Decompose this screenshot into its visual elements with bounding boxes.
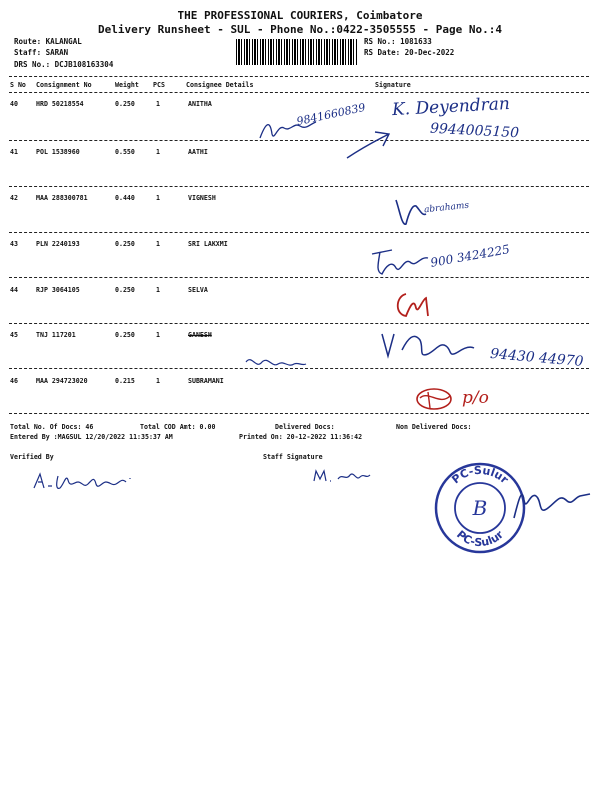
row-sno: 45 xyxy=(10,331,18,339)
runsheet-subtitle: Delivery Runsheet - SUL - Phone No.:0422-3505555 - Page No.:4 xyxy=(98,23,502,36)
row-sno: 41 xyxy=(10,148,18,156)
handwritten-note: abrahams xyxy=(423,200,470,216)
row-consignee: SRI LAKXMI xyxy=(188,240,228,248)
stamp-center: B xyxy=(472,496,488,520)
row-weight: 0.215 xyxy=(115,377,135,385)
signature-scribble-42 xyxy=(394,196,428,230)
row-consignee: SELVA xyxy=(188,286,208,294)
row-pcs: 1 xyxy=(156,148,160,156)
row-sno: 43 xyxy=(10,240,18,248)
row-weight: 0.250 xyxy=(115,240,135,248)
row-pcs: 1 xyxy=(156,331,160,339)
verifier-signature xyxy=(30,468,140,494)
route-label: Route: KALANGAL xyxy=(14,37,82,46)
printed-on: Printed On: 20-12-2022 11:36:42 xyxy=(239,433,363,441)
signature-scribble-45b xyxy=(244,352,308,376)
signature-scribble-44 xyxy=(392,290,432,320)
staff-signature-label: Staff Signature xyxy=(263,453,323,461)
svg-text:PC-Sulur xyxy=(454,528,506,549)
row-consignee: VIGNESH xyxy=(188,194,216,202)
col-sno: S No xyxy=(10,81,26,89)
signature-scribble-46 xyxy=(414,384,462,414)
row-pcs: 1 xyxy=(156,240,160,248)
row-sno: 46 xyxy=(10,377,18,385)
stamp-bottom-text: PC-Sulur xyxy=(453,527,507,550)
row-weight: 0.250 xyxy=(115,286,135,294)
row-sno: 40 xyxy=(10,100,18,108)
row-rule xyxy=(9,323,589,324)
stamp-top-text: PC-Sulur xyxy=(449,463,511,487)
drs-number: DRS No.: DCJB108163304 xyxy=(14,60,114,69)
row-consignment: PLN 2240193 xyxy=(36,240,80,248)
signature-scribble-45 xyxy=(380,328,476,366)
col-signature: Signature xyxy=(375,81,411,89)
row-pcs: 1 xyxy=(156,377,160,385)
arrow-stroke xyxy=(345,128,395,162)
row-rule xyxy=(9,277,589,278)
handwritten-phone: 900 3424225 xyxy=(429,242,511,270)
row-sno: 44 xyxy=(10,286,18,294)
row-consignee: AATHI xyxy=(188,148,208,156)
stamp-signature xyxy=(508,478,594,530)
row-pcs: 1 xyxy=(156,100,160,108)
row-consignment: POL 1538960 xyxy=(36,148,80,156)
handwritten-phone: 9841660839 xyxy=(295,100,367,129)
row-weight: 0.550 xyxy=(115,148,135,156)
signature-scribble-40 xyxy=(258,116,318,146)
row-pcs: 1 xyxy=(156,194,160,202)
row-rule xyxy=(9,232,589,233)
header-rule-bottom xyxy=(9,92,589,93)
row-weight: 0.250 xyxy=(115,331,135,339)
col-pcs: PCS xyxy=(153,81,165,89)
row-consignment: RJP 3064105 xyxy=(36,286,80,294)
total-cod: Total COD Amt: 0.00 xyxy=(140,423,216,431)
non-delivered-docs: Non Delivered Docs: xyxy=(396,423,472,431)
row-consignee: ANITHA xyxy=(188,100,212,108)
header-rule-top xyxy=(9,76,589,77)
col-weight: Weight xyxy=(115,81,139,89)
barcode xyxy=(236,39,358,65)
company-title: THE PROFESSIONAL COURIERS, Coimbatore xyxy=(177,9,423,22)
row-rule xyxy=(9,186,589,187)
verified-by-label: Verified By xyxy=(10,453,54,461)
rs-date: RS Date: 20-Dec-2022 xyxy=(364,48,455,57)
staff-signature xyxy=(312,465,372,487)
row-consignment: MAA 288300781 xyxy=(36,194,88,202)
row-consignment: MAA 294723020 xyxy=(36,377,88,385)
rs-number: RS No.: 1081633 xyxy=(364,37,432,46)
delivered-docs: Delivered Docs: xyxy=(275,423,335,431)
row-weight: 0.250 xyxy=(115,100,135,108)
row-weight: 0.440 xyxy=(115,194,135,202)
handwritten-signature: K. Deyendran xyxy=(391,93,511,121)
signature-scribble-43 xyxy=(370,244,430,280)
handwritten-phone: 94430 44970 xyxy=(489,345,585,371)
row-sno: 42 xyxy=(10,194,18,202)
handwritten-note: p/o xyxy=(462,388,489,408)
row-consignee: SUBRAMANI xyxy=(188,377,224,385)
row-consignment: HRD 50218554 xyxy=(36,100,84,108)
col-consignee: Consignee Details xyxy=(186,81,254,89)
row-consignee: GANESH xyxy=(188,331,212,339)
handwritten-phone: 9944005150 xyxy=(429,120,520,142)
col-consignment: Consignment No xyxy=(36,81,92,89)
row-consignment: TNJ 117201 xyxy=(36,331,76,339)
entered-by: Entered By :MAGSUL 12/20/2022 11:35:37 AM xyxy=(10,433,173,441)
row-pcs: 1 xyxy=(156,286,160,294)
staff-label: Staff: SARAN xyxy=(14,48,69,57)
row-rule xyxy=(9,413,589,414)
total-docs: Total No. Of Docs: 46 xyxy=(10,423,94,431)
